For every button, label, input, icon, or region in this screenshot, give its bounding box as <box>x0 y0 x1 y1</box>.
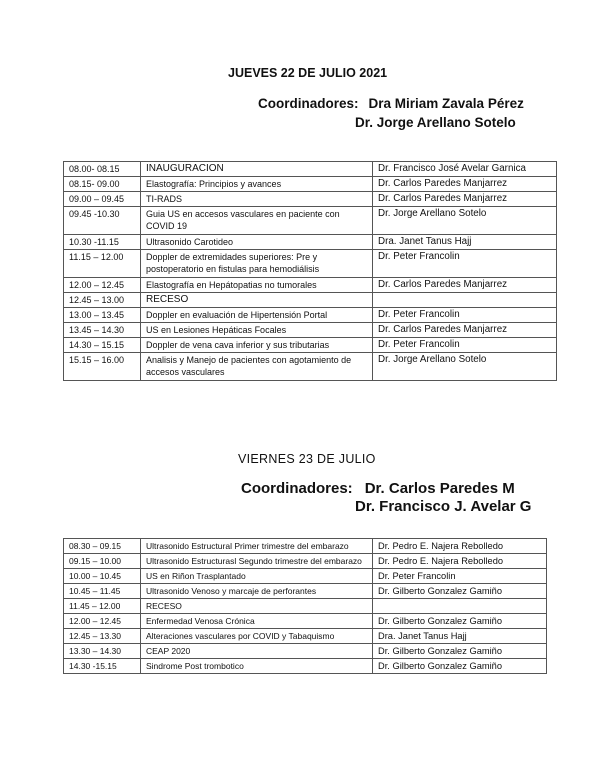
topic-cell: Ultrasonido Estructural Primer trimestre del embarazo <box>141 539 373 554</box>
day1-coordinators-label: Coordinadores: <box>258 96 359 111</box>
time-cell: 08.15- 09.00 <box>64 177 141 192</box>
topic-cell: Elastografía: Principios y avances <box>141 177 373 192</box>
time-cell: 10.30 -11.15 <box>64 235 141 250</box>
time-cell: 12.00 – 12.45 <box>64 278 141 293</box>
topic-cell: CEAP 2020 <box>141 644 373 659</box>
schedule-row <box>64 308 557 323</box>
speaker-cell: Dra. Janet Tanus Hajj <box>373 629 547 644</box>
day1-coordinators-line1 <box>258 96 524 111</box>
time-cell: 15.15 – 16.00 <box>64 353 141 381</box>
topic-cell: Alteraciones vasculares por COVID y Tabaquismo <box>141 629 373 644</box>
schedule-row <box>64 539 547 554</box>
speaker-cell: Dr. Peter Francolin <box>373 338 557 353</box>
topic-cell: Sindrome Post trombotico <box>141 659 373 674</box>
schedule-row <box>64 599 547 614</box>
time-cell: 13.30 – 14.30 <box>64 644 141 659</box>
schedule-row <box>64 338 557 353</box>
day2-coordinators-line1 <box>241 480 515 497</box>
speaker-cell: Dr. Carlos Paredes Manjarrez <box>373 192 557 207</box>
day2-coordinator-2: Dr. Francisco J. Avelar G <box>355 498 532 515</box>
time-cell: 09.00 – 09.45 <box>64 192 141 207</box>
speaker-cell <box>373 293 557 308</box>
time-cell: 14.30 -15.15 <box>64 659 141 674</box>
topic-cell: Analisis y Manejo de pacientes con agotamiento de accesos vasculares <box>141 353 373 381</box>
speaker-cell: Dr. Gilberto Gonzalez Gamiño <box>373 644 547 659</box>
topic-cell: Ultrasonido Estructurasl Segundo trimestre del embarazo <box>141 554 373 569</box>
speaker-cell: Dr. Peter Francolin <box>373 569 547 584</box>
schedule-row <box>64 250 557 278</box>
speaker-cell: Dr. Carlos Paredes Manjarrez <box>373 278 557 293</box>
topic-cell: Doppler en evaluación de Hipertensión Portal <box>141 308 373 323</box>
schedule-row <box>64 177 557 192</box>
time-cell: 09.45 -10.30 <box>64 207 141 235</box>
day1-coordinator-2: Dr. Jorge Arellano Sotelo <box>355 115 516 130</box>
speaker-cell: Dra. Janet Tanus Hajj <box>373 235 557 250</box>
topic-cell: Doppler de vena cava inferior y sus tributarias <box>141 338 373 353</box>
speaker-cell: Dr. Gilberto Gonzalez Gamiño <box>373 659 547 674</box>
day1-title: JUEVES 22 DE JULIO 2021 <box>228 66 388 80</box>
topic-cell: Elastografía en Hepátopatias no tumorales <box>141 278 373 293</box>
schedule-row <box>64 353 557 381</box>
time-cell: 10.45 – 11.45 <box>64 584 141 599</box>
schedule-row <box>64 323 557 338</box>
time-cell: 10.00 – 10.45 <box>64 569 141 584</box>
schedule-row <box>64 569 547 584</box>
speaker-cell: Dr. Carlos Paredes Manjarrez <box>373 323 557 338</box>
schedule-row <box>64 644 547 659</box>
day1-coordinator-1: Dra Miriam Zavala Pérez <box>368 96 524 111</box>
speaker-cell: Dr. Peter Francolin <box>373 308 557 323</box>
speaker-cell: Dr. Pedro E. Najera Rebolledo <box>373 554 547 569</box>
schedule-row <box>64 162 557 177</box>
topic-cell: Enfermedad Venosa Crónica <box>141 614 373 629</box>
day1-schedule-table <box>63 161 557 381</box>
schedule-row <box>64 659 547 674</box>
time-cell: 12.45 – 13.00 <box>64 293 141 308</box>
speaker-cell: Dr. Jorge Arellano Sotelo <box>373 207 557 235</box>
day2-coordinators-label: Coordinadores: <box>241 480 353 497</box>
topic-cell: RECESO <box>141 293 373 308</box>
topic-cell: RECESO <box>141 599 373 614</box>
time-cell: 12.00 – 12.45 <box>64 614 141 629</box>
speaker-cell: Dr. Gilberto Gonzalez Gamiño <box>373 584 547 599</box>
schedule-row <box>64 584 547 599</box>
schedule-row <box>64 278 557 293</box>
time-cell: 13.00 – 13.45 <box>64 308 141 323</box>
speaker-cell: Dr. Peter Francolin <box>373 250 557 278</box>
topic-cell: US en Lesiones Hepáticas Focales <box>141 323 373 338</box>
time-cell: 13.45 – 14.30 <box>64 323 141 338</box>
schedule-row <box>64 554 547 569</box>
topic-cell: Ultrasonido Venoso y marcaje de perforantes <box>141 584 373 599</box>
topic-cell: TI-RADS <box>141 192 373 207</box>
schedule-row <box>64 293 557 308</box>
speaker-cell <box>373 599 547 614</box>
day2-schedule-table <box>63 538 547 674</box>
speaker-cell: Dr. Gilberto Gonzalez Gamiño <box>373 614 547 629</box>
day2-title: VIERNES 23 DE JULIO <box>238 452 376 466</box>
time-cell: 08.30 – 09.15 <box>64 539 141 554</box>
time-cell: 14.30 – 15.15 <box>64 338 141 353</box>
time-cell: 11.45 – 12.00 <box>64 599 141 614</box>
schedule-row <box>64 235 557 250</box>
schedule-row <box>64 629 547 644</box>
time-cell: 11.15 – 12.00 <box>64 250 141 278</box>
topic-cell: Ultrasonido Carotideo <box>141 235 373 250</box>
time-cell: 08.00- 08.15 <box>64 162 141 177</box>
schedule-row <box>64 614 547 629</box>
day2-coordinator-1: Dr. Carlos Paredes M <box>364 480 515 497</box>
time-cell: 12.45 – 13.30 <box>64 629 141 644</box>
speaker-cell: Dr. Francisco José Avelar Garnica <box>373 162 557 177</box>
time-cell: 09.15 – 10.00 <box>64 554 141 569</box>
schedule-row <box>64 192 557 207</box>
topic-cell: US en Riñon Trasplantado <box>141 569 373 584</box>
topic-cell: Guia US en accesos vasculares en paciente con COVID 19 <box>141 207 373 235</box>
day2-schedule-body <box>64 539 547 674</box>
day1-schedule-body <box>64 162 557 381</box>
speaker-cell: Dr. Pedro E. Najera Rebolledo <box>373 539 547 554</box>
topic-cell: Doppler de extremidades superiores: Pre y postoperatorio en fistulas para hemodiálisis <box>141 250 373 278</box>
speaker-cell: Dr. Carlos Paredes Manjarrez <box>373 177 557 192</box>
speaker-cell: Dr. Jorge Arellano Sotelo <box>373 353 557 381</box>
topic-cell: INAUGURACION <box>141 162 373 177</box>
schedule-row <box>64 207 557 235</box>
